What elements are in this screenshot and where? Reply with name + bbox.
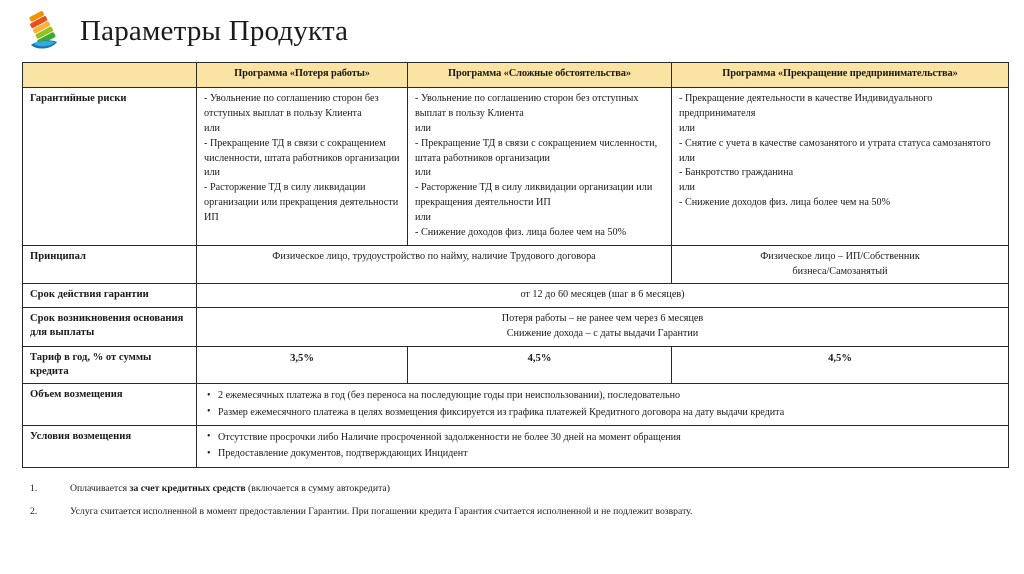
- footnote-text: [70, 482, 1024, 497]
- cell-tariff-difficult-circumstances: 4,5%: [408, 346, 672, 383]
- cell-payout-basis-term-value: [197, 308, 1009, 347]
- row-label-reimbursement-volume: Объем возмещения: [23, 384, 197, 426]
- footnote-text-pre: Оплачивается: [70, 482, 130, 494]
- table-header-row: [23, 63, 1009, 88]
- line-item: - Прекращение ТД в связи с сокращением численности, штата работников организации: [415, 137, 658, 164]
- line-item: бизнеса/Самозанятый: [792, 265, 888, 277]
- line-item: - Снятие с учета в качестве самозанятого и утрата статуса самозанятого: [679, 137, 991, 149]
- list-item: • Размер ежемесячного платежа в целях возмещения фиксируется из графика платежей Кредитного договора на дату выдачи кредита: [218, 405, 1001, 421]
- cell-reimbursement-volume-value: [197, 384, 1009, 426]
- line-item: - Прекращение ТД в связи с сокращением численности, штата работников организации: [204, 137, 400, 164]
- line-list: [415, 92, 664, 241]
- line-item: - Прекращение деятельности в качестве Индивидуального предпринимателя: [679, 93, 933, 119]
- table-header-cell-loss-of-job: Программа «Потеря работы»: [197, 63, 408, 88]
- table-body: [23, 88, 1009, 468]
- table-row-payout-basis-term: [23, 308, 1009, 347]
- table-row-reimbursement-volume: [23, 384, 1009, 426]
- table-row-reimbursement-conditions: [23, 425, 1009, 467]
- table-header-cell-business-cessation: Программа «Прекращение предпринимательства»: [672, 63, 1009, 88]
- line-item: - Снижение доходов физ. лица более чем на 50%: [679, 197, 891, 209]
- row-label-reimbursement-conditions: Условия возмещения: [23, 425, 197, 467]
- bullet-list: [204, 388, 1001, 421]
- bullet-list: [204, 430, 1001, 463]
- line-item: Потеря работы – не ранее чем через 6 месяцев: [501, 313, 704, 325]
- row-label-annual-tariff: Тариф в год, % от суммы кредита: [23, 346, 197, 383]
- table-row-guarantee-risks: [23, 88, 1009, 246]
- cell-principal-employee: Физическое лицо, трудоустройство по найму, наличие Трудового договора: [197, 245, 672, 284]
- line-item: - Расторжение ТД в силу ликвидации организации или прекращения деятельности ИП: [415, 182, 653, 209]
- line-item: или: [679, 152, 695, 164]
- cell-guarantee-risks-loss-of-job: [197, 88, 408, 246]
- line-item: Физическое лицо – ИП/Собственник: [760, 250, 920, 262]
- cell-guarantee-term-value: от 12 до 60 месяцев (шаг в 6 месяцев): [197, 284, 1009, 308]
- row-label-principal: Принципал: [23, 245, 197, 284]
- line-item: - Снижение доходов физ. лица более чем на 50%: [415, 227, 627, 239]
- table-row-guarantee-term: [23, 284, 1009, 308]
- footnote-item: [30, 482, 1024, 497]
- row-label-payout-basis-term: Срок возникновения основания для выплаты: [23, 308, 197, 347]
- parameters-table-wrapper: [0, 62, 1024, 468]
- product-logo-icon: [26, 10, 62, 52]
- row-label-guarantee-risks: Гарантийные риски: [23, 88, 197, 246]
- table-header-cell-blank: [23, 63, 197, 88]
- line-item: или: [679, 122, 695, 134]
- footnote-item: [30, 505, 1024, 520]
- line-item: - Увольнение по соглашению сторон без отступных выплат в пользу Клиента: [415, 93, 639, 119]
- line-list: [679, 92, 1001, 211]
- page-title: Параметры Продукта: [80, 14, 349, 47]
- cell-tariff-loss-of-job: 3,5%: [197, 346, 408, 383]
- line-item: - Расторжение ТД в силу ликвидации организации или прекращения деятельности ИП: [204, 182, 399, 224]
- footnote-number: 2.: [30, 506, 38, 518]
- cell-principal-entrepreneur: [672, 245, 1009, 284]
- line-item: Снижение дохода – с даты выдачи Гарантии: [506, 328, 699, 340]
- footnotes: [0, 482, 1024, 520]
- line-item: - Увольнение по соглашению сторон без отступных выплат в пользу Клиента: [204, 93, 379, 119]
- cell-guarantee-risks-business-cessation: [672, 88, 1009, 246]
- footnote-number: 1.: [30, 482, 38, 494]
- line-item: или: [204, 167, 220, 179]
- line-item: или: [415, 122, 431, 134]
- table-row-annual-tariff: [23, 346, 1009, 383]
- line-item: или: [679, 182, 695, 194]
- footnote-text-post: (включается в сумму автокредита): [245, 482, 390, 494]
- cell-guarantee-risks-difficult-circumstances: [408, 88, 672, 246]
- line-item: или: [415, 167, 431, 179]
- footnote-text: [70, 505, 1024, 520]
- table-row-principal: [23, 245, 1009, 284]
- line-item: - Банкротство гражданина: [679, 167, 794, 179]
- cell-tariff-business-cessation: 4,5%: [672, 346, 1009, 383]
- line-list: [204, 92, 400, 226]
- page-header: [0, 0, 1024, 62]
- line-item: или: [415, 212, 431, 224]
- table-header-cell-difficult-circumstances: Программа «Сложные обстоятельства»: [408, 63, 672, 88]
- footnote-text-pre: Услуга считается исполненной в момент предоставлении Гарантии. При погашении кредита Гарантия считается исполненной и не подлежит возврату.: [70, 506, 693, 518]
- table-header: [23, 63, 1009, 88]
- row-label-guarantee-term: Срок действия гарантии: [23, 284, 197, 308]
- line-item: или: [204, 122, 220, 134]
- list-item: • Отсутствие просрочки либо Наличие просроченной задолженности не более 30 дней на момент обращения: [218, 430, 1001, 446]
- parameters-table: [22, 62, 1009, 468]
- footnote-text-bold: за счет кредитных средств: [129, 482, 246, 494]
- list-item: • Предоставление документов, подтверждающих Инцидент: [218, 446, 1001, 462]
- cell-reimbursement-conditions-value: [197, 425, 1009, 467]
- list-item: • 2 ежемесячных платежа в год (без переноса на последующие годы при неиспользовании), последовательно: [218, 388, 1001, 404]
